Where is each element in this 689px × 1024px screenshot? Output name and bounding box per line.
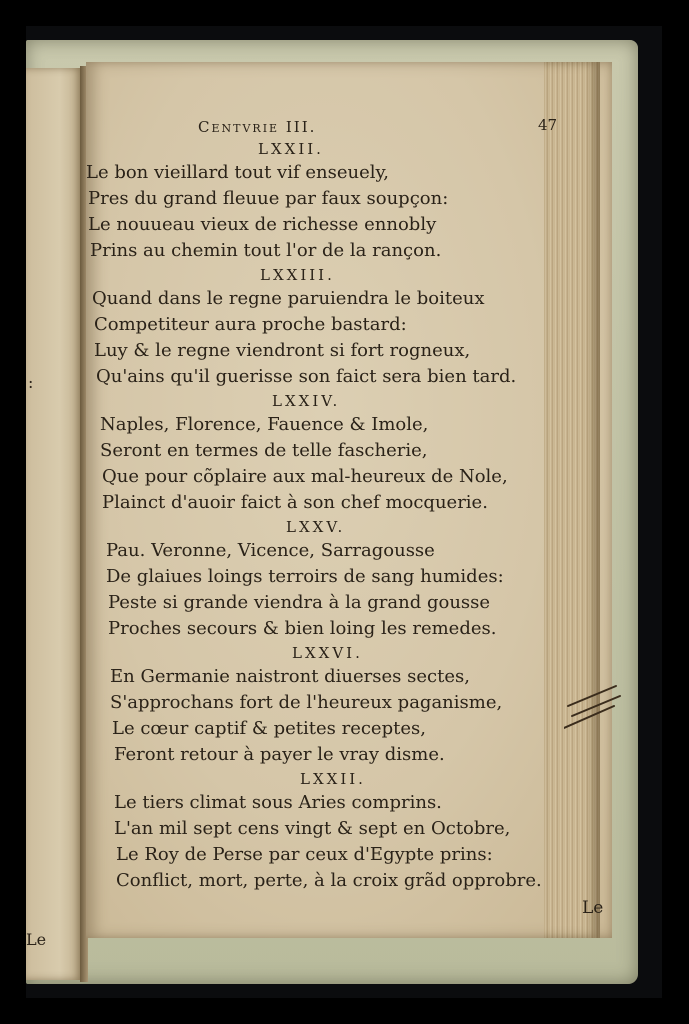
verse-line: Le cœur captif & petites receptes, <box>112 718 426 739</box>
page-text <box>86 62 604 938</box>
verse-line: Quand dans le regne paruiendra le boiteux <box>92 288 485 309</box>
page-number: 47 <box>538 116 558 134</box>
verse-line: Feront retour à payer le vray disme. <box>114 744 445 765</box>
verse-line: L'an mil sept cens vingt & sept en Octobre, <box>114 818 511 839</box>
verse-line: Peste si grande viendra à la grand gousse <box>108 592 491 613</box>
scan-frame <box>26 26 662 998</box>
catchword: Le <box>582 898 604 918</box>
quatrain-number: LXXIV. <box>272 392 341 410</box>
verse-line: S'approchans fort de l'heureux paganisme, <box>110 692 503 713</box>
verse-line: Competiteur aura proche bastard: <box>94 314 407 335</box>
verse-line: Prins au chemin tout l'or de la rançon. <box>90 240 442 261</box>
verse-line: Luy & le regne viendront si fort rogneux, <box>94 340 471 361</box>
verse-line: Plainct d'auoir faict à son chef mocquerie. <box>102 492 488 513</box>
verse-line: En Germanie naistront diuerses sectes, <box>110 666 470 687</box>
verse-line: Que pour cõplaire aux mal-heureux de Nole, <box>102 466 508 487</box>
verse-line: Le nouueau vieux de richesse ennobly <box>88 214 437 235</box>
verse-line: Qu'ains qu'il guerisse son faict sera bien tard. <box>96 366 517 387</box>
quatrain-number: LXXV. <box>286 518 346 536</box>
left-page-catchword: Le <box>26 930 47 949</box>
verse-line: Le Roy de Perse par ceux d'Egypte prins: <box>116 844 493 865</box>
verse-line: Proches secours & bien loing les remedes. <box>108 618 497 639</box>
verse-line: Pres du grand fleuue par faux soupçon: <box>88 188 449 209</box>
verse-line: Seront en termes de telle fascherie, <box>100 440 428 461</box>
verse-line: Pau. Veronne, Vicence, Sarragousse <box>106 540 435 561</box>
verse-line: Conflict, mort, perte, à la croix grãd opprobre. <box>116 870 542 891</box>
quatrain-number: LXXII. <box>300 770 366 788</box>
verse-line: De glaiues loings terroirs de sang humides: <box>106 566 504 587</box>
quatrain-number: LXXIII. <box>260 266 335 284</box>
verse-line: Le tiers climat sous Aries comprins. <box>114 792 442 813</box>
quatrain-number: LXXVI. <box>292 644 363 662</box>
verse-line: Le bon vieillard tout vif enseuely, <box>86 162 389 183</box>
quatrain-number: LXXII. <box>258 140 324 158</box>
left-page-mark: : <box>28 373 34 392</box>
running-title: Centvrie III. <box>198 118 317 136</box>
left-page-edge <box>26 68 82 980</box>
marginal-pen-marks <box>564 684 624 734</box>
verse-line: Naples, Florence, Fauence & Imole, <box>100 414 429 435</box>
